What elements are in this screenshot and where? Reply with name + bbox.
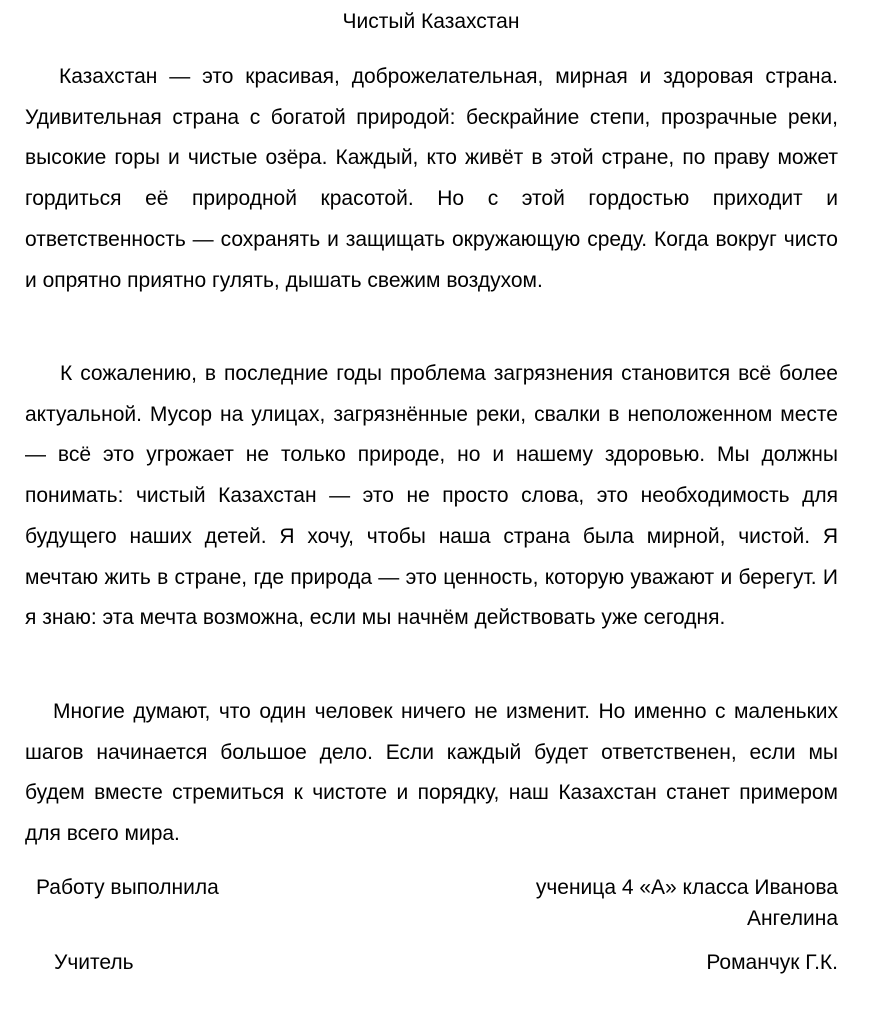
paragraph-3: Многие думают, что один человек ничего не изменит. Но именно с маленьких шагов начинается большое дело. Если каждый будет ответственен, если мы будем вместе стремиться к чистоте и порядку, наш Казахстан станет примером для всего мира. bbox=[25, 700, 838, 846]
paragraph-2: К сожалению, в последние годы проблема загрязнения становится всё более актуальной. Мусор на улицах, загрязнённые реки, свалки в неположенном месте — всё это угрожает не только природе, но и нашему здоровью. Мы должны понимать: чистый Казахстан — это не просто слова, это необходимость для будущего наших детей. Я хочу, чтобы наша страна была мирной, чистой. Я мечтаю жить в стране, где природа — это ценность, которую уважают и берегут. И я знаю: эта мечта возможна, если мы начнём действовать уже сегодня. bbox=[25, 362, 838, 630]
author-label: Работу выполнила bbox=[36, 876, 219, 899]
teacher-name: Романчук Г.К. bbox=[706, 951, 838, 974]
document-title: Чистый Казахстан bbox=[342, 10, 520, 33]
author-name-line2: Ангелина bbox=[746, 907, 838, 930]
author-name-line1: ученица 4 «А» класса Иванова bbox=[535, 876, 838, 899]
paragraph-1: Казахстан — это красивая, доброжелательная, мирная и здоровая страна. Удивительная страна с богатой природой: бескрайние степи, прозрачные реки, высокие горы и чистые озёра. Каждый, кто живёт в этой стране, по праву может гордиться её природной красотой. Но с этой гордостью приходит и ответственность — сохранять и защищать окружающую среду. Когда вокруг чисто и опрятно приятно гулять, дышать свежим воздухом. bbox=[25, 65, 838, 292]
teacher-label: Учитель bbox=[54, 951, 134, 974]
